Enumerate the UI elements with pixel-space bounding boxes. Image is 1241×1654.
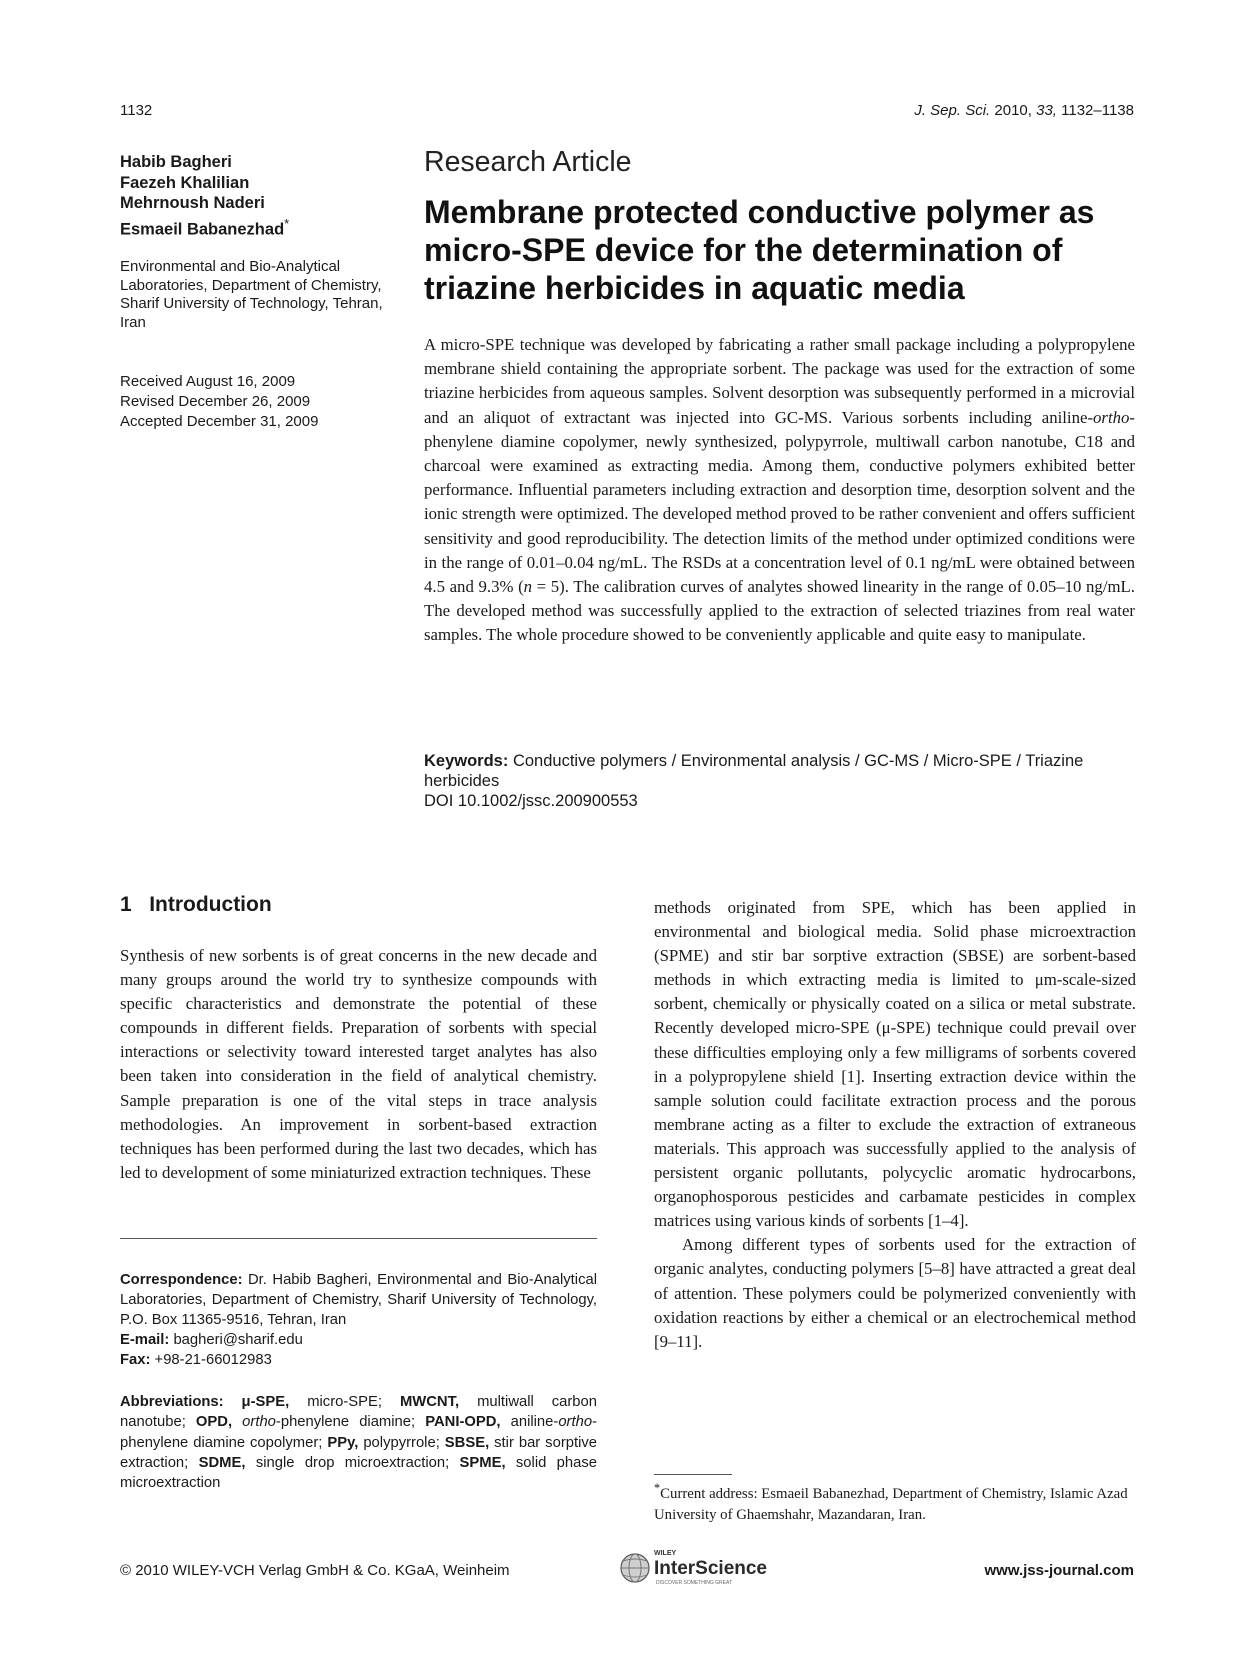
section-number: 1 bbox=[120, 893, 132, 916]
keywords-block bbox=[424, 751, 1135, 811]
section-heading bbox=[120, 893, 272, 917]
abbr-term: SDME, bbox=[198, 1454, 246, 1471]
corresponding-mark: * bbox=[284, 215, 290, 231]
doi: DOI 10.1002/jssc.200900553 bbox=[424, 792, 638, 810]
abbr-def: micro-SPE; bbox=[289, 1394, 400, 1410]
abstract-text: -phenylene diamine copolymer, newly synthesized, polypyrrole, multiwall carbon nanotube, C18 and charcoal were examined as extracting media. Among them, conductive polymers exhibited better performance. Influential parameters including extraction and desorption time, desorption solvent and the ionic strength were optimized. The developed method proved to be rather convenient and offers sufficient sensitivity and good reproducibility. The detection limits of the method under optimized conditions were in the range of 0.01–0.04 ng/mL. The RSDs at a concentration level of 0.1 ng/mL were obtained between 4.5 and 9.3% ( bbox=[424, 407, 1135, 597]
correspondence-text: Dr. Habib Bagheri, Environmental and Bio-Analytical Laboratories, Department of Chemistry, Sharif University of Technology, P.O. Box 11365-9516, Tehran, Iran bbox=[120, 1272, 597, 1328]
author-name: Esmaeil Babanezhad bbox=[120, 220, 285, 238]
author-list bbox=[120, 152, 390, 240]
body-column-right bbox=[654, 896, 1136, 1354]
revised-date: Revised December 26, 2009 bbox=[120, 393, 311, 410]
abbr-def: -phenylene diamine copolymer; bbox=[120, 1414, 597, 1451]
affiliation: Environmental and Bio-Analytical Laboratories, Department of Chemistry, Sharif University of Technology, Tehran, Iran bbox=[120, 258, 383, 331]
abbr-def: aniline- bbox=[500, 1414, 559, 1431]
divider bbox=[120, 1238, 597, 1239]
logo-tagline: DISCOVER SOMETHING GREAT bbox=[656, 1580, 733, 1586]
journal-volume: 33, bbox=[1036, 102, 1057, 119]
footnote-mark: * bbox=[654, 1481, 661, 1495]
journal-abbrev: J. Sep. Sci. bbox=[914, 102, 991, 119]
abstract-text: = 5). The calibration curves of analytes showed linearity in the range of 0.05–10 ng/mL. The developed method was successfully applied to the extraction of selected triazines from real water samples. The whole procedure showed to be conveniently applicable and quite easy to manipulate. bbox=[424, 577, 1135, 645]
accepted-date: Accepted December 31, 2009 bbox=[120, 413, 319, 430]
logo-small-text: WILEY bbox=[654, 1550, 677, 1557]
abbr-term: PANI-OPD, bbox=[425, 1414, 501, 1431]
journal-url[interactable]: www.jss-journal.com bbox=[984, 1562, 1134, 1579]
abbr-term: OPD, bbox=[195, 1414, 233, 1431]
keywords-label: Keywords: bbox=[424, 752, 509, 770]
received-date: Received August 16, 2009 bbox=[120, 373, 296, 390]
abbr-def: stir bar sorptive extraction; bbox=[120, 1434, 597, 1471]
abbr-def-italic: ortho bbox=[558, 1414, 593, 1431]
abbr-def: solid phase microextraction bbox=[120, 1454, 597, 1492]
fax-label: Fax: bbox=[120, 1352, 151, 1368]
abbreviations-block bbox=[120, 1392, 597, 1493]
article-dates bbox=[120, 372, 390, 432]
author-name: Habib Bagheri bbox=[120, 153, 232, 171]
abbr-term: PPy, bbox=[327, 1434, 359, 1451]
abbr-def-italic: ortho bbox=[242, 1414, 276, 1431]
intro-paragraph: Synthesis of new sorbents is of great concerns in the new decade and many groups around the world try to synthesize compounds with specific characteristics and demonstrate the potential of these compounds in different fields. Preparation of sorbents with special interactions or selectivity toward interested target analytes has also been taken into consideration in the field of analytical chemistry. Sample preparation is one of the vital steps in trace analysis methodologies. An improvement in sorbent-based extraction techniques has been performed during the last two decades, which has led to development of some miniaturized extraction techniques. These bbox=[120, 946, 597, 1182]
correspondence-block bbox=[120, 1270, 597, 1370]
email-label: E-mail: bbox=[120, 1332, 170, 1348]
section-title: Introduction bbox=[149, 893, 272, 916]
footnote-divider bbox=[654, 1474, 732, 1475]
author-name: Faezeh Khalilian bbox=[120, 173, 250, 192]
author-name-corresponding bbox=[120, 214, 390, 240]
author-name: Mehrnoush Naderi bbox=[120, 194, 265, 212]
copyright: © 2010 WILEY-VCH Verlag GmbH & Co. KGaA, Weinheim bbox=[120, 1562, 510, 1579]
abbr-term: MWCNT, bbox=[399, 1394, 460, 1410]
abbr-def: polypyrrole; bbox=[358, 1434, 445, 1451]
abbr-def: multiwall carbon nanotube; bbox=[120, 1394, 597, 1431]
email-address: bagheri@sharif.edu bbox=[169, 1332, 303, 1348]
abbr-def: single drop microextraction; bbox=[245, 1454, 460, 1471]
globe-icon bbox=[618, 1546, 768, 1588]
abbr-def: -phenylene diamine; bbox=[275, 1414, 426, 1431]
journal-reference bbox=[914, 102, 1134, 119]
abbr-term: SPME, bbox=[459, 1454, 506, 1471]
keywords-text: Conductive polymers / Environmental analysis / GC-MS / Micro-SPE / Triazine herbicides bbox=[424, 752, 1084, 790]
intro-paragraph-continued: methods originated from SPE, which has been applied in environmental and biological media. Solid phase microextraction (SPME) and stir bar sorptive extraction (SBSE) are sorbent-based methods in which extracting media is limited to μm-scale-sized sorbent, chemically or physically coated on a silica or metal substrate. Recently developed micro-SPE (μ-SPE) technique could prevail over these difficulties employing only a few milligrams of sorbents covered in a polypropylene shield [1]. Inserting extraction device within the sample solution could facilitate extraction process and the porous membrane acting as a filter to exclude the extraction of extraneous materials. This approach was successfully applied to the analysis of persistent organic pollutants, polycyclic aromatic hydrocarbons, organophosporous pesticides and carbamate pesticides in complex matrices using various kinds of sorbents [1–4]. bbox=[654, 898, 1136, 1231]
intro-paragraph: Among different types of sorbents used for the extraction of organic analytes, conducting polymers [5–8] have attracted a great deal of attention. These polymers could be polymerized conveniently with oxidation reactions by either a chemical or an electrochemical method [9–11]. bbox=[654, 1235, 1136, 1351]
logo-main-text: InterScience bbox=[654, 1558, 767, 1579]
journal-pages: 1132–1138 bbox=[1061, 102, 1134, 119]
abstract bbox=[424, 333, 1135, 648]
journal-year: 2010, bbox=[994, 102, 1032, 119]
abbr-term: SBSE, bbox=[444, 1434, 490, 1451]
correspondence-label: Correspondence: bbox=[120, 1272, 243, 1288]
page-number: 1132 bbox=[120, 102, 153, 119]
article-title: Membrane protected conductive polymer as micro-SPE device for the determination of triazine herbicides in aquatic media bbox=[424, 194, 1095, 306]
article-type: Research Article bbox=[424, 146, 632, 178]
abstract-italic: ortho bbox=[1093, 407, 1130, 427]
abbr-term: μ-SPE, bbox=[241, 1394, 290, 1410]
abstract-text: A micro-SPE technique was developed by fabricating a rather small package including a polypropylene membrane shield containing the appropriate sorbent. The package was used for the extraction of some triazine herbicides from aqueous samples. Solvent desorption was subsequently performed in a microvial and an aliquot of extractant was injected into GC-MS. Various sorbents including aniline- bbox=[424, 335, 1135, 427]
fax-number: +98-21-66012983 bbox=[150, 1352, 272, 1368]
wiley-interscience-logo bbox=[618, 1546, 768, 1588]
footnote-text: Current address: Esmaeil Babanezhad, Department of Chemistry, Islamic Azad University of Ghaemshahr, Mazandaran, Iran. bbox=[654, 1485, 1128, 1523]
footnote bbox=[654, 1478, 1136, 1526]
abbreviations-label: Abbreviations: bbox=[120, 1394, 224, 1410]
abstract-italic: n bbox=[523, 577, 533, 597]
